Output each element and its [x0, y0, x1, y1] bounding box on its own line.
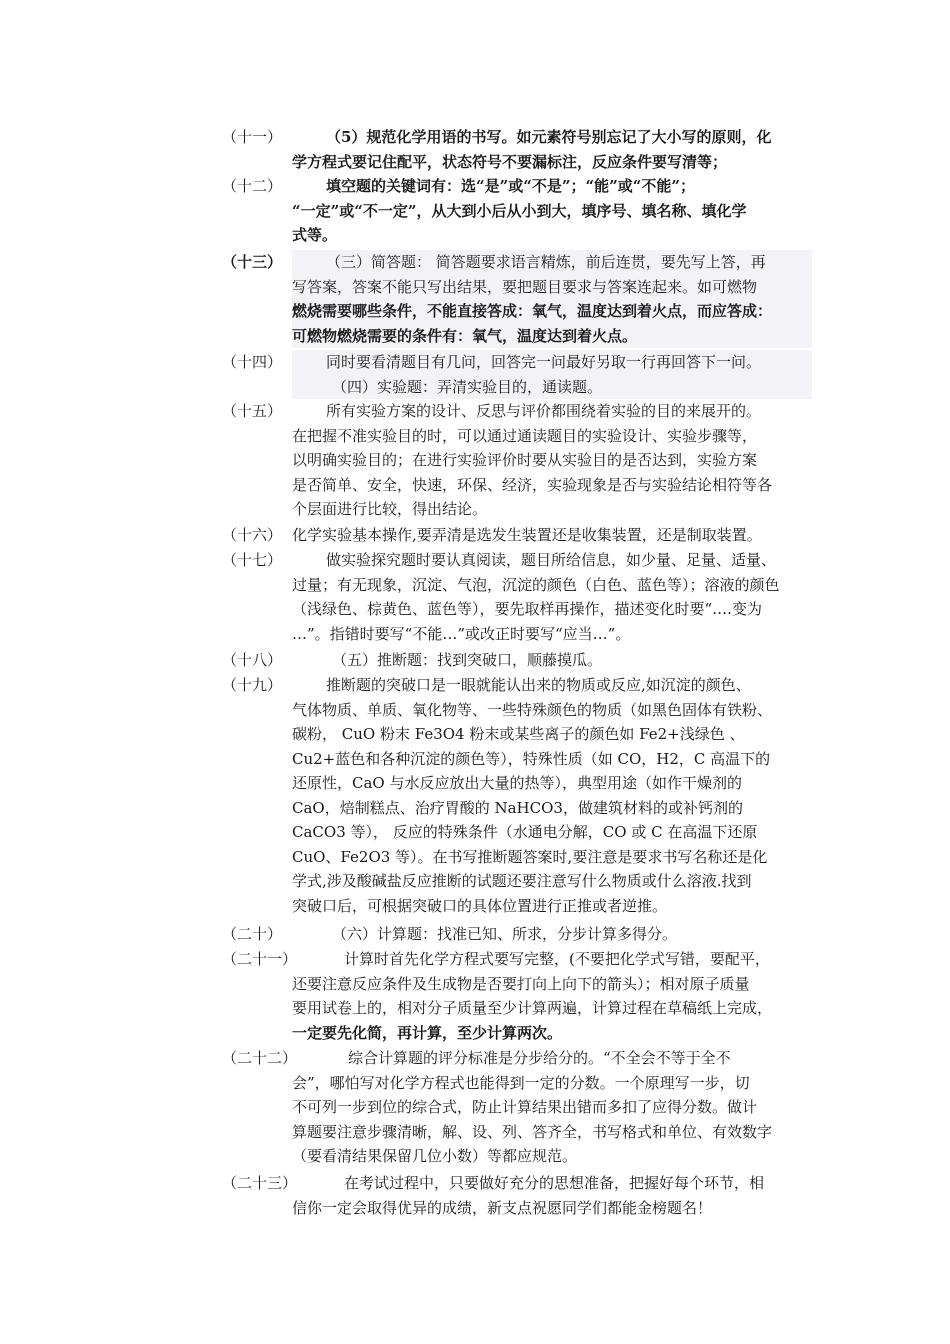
text-line: …”。指错时要写“不能…”或改正时要写“应当…”。 [292, 624, 631, 643]
paragraph-number: （十一） [222, 128, 283, 146]
text-line: 一定要先化简，再计算，至少计算两次。 [292, 1023, 563, 1042]
paragraph-text [292, 648, 812, 673]
paragraph-text [292, 947, 812, 1045]
text-line: 学式,涉及酸碱盐反应推断的试题还要注意写什么物质或什么溶液.找到 [292, 872, 752, 890]
paragraph-text [292, 1171, 812, 1220]
paragraph-number: （十六） [222, 526, 283, 544]
paragraph-number: （二十三） [222, 1174, 298, 1192]
text-line: 碳粉， CuO 粉末 Fe3O4 粉末或某些离子的颜色如 Fe2+浅绿色 、 [292, 725, 745, 743]
text-line: （浅绿色、棕黄色、蓝色等），要先取样再操作，描述变化时要“….变为 [292, 600, 762, 618]
text-line: 算题要注意步骤清晰，解、设、列、答齐全，书写格式和单位、有效数字 [292, 1122, 773, 1141]
text-line: 还原性，CaO 与水反应放出大量的热等），典型用途（如作干燥剂的 [292, 774, 742, 792]
text-line: 过量；有无现象，沉淀、气泡，沉淀的颜色（白色、蓝色等）；溶液的颜色 [292, 575, 780, 594]
text-line: 突破口后，可根据突破口的具体位置进行正推或者逆推。 [292, 896, 668, 915]
text-line: 燃烧需要哪些条件，不能直接答成：氧气，温度达到着火点，而应答成： [292, 299, 812, 324]
text-line: 是否简单、安全，快速，环保、经济，实验现象是否与实验结论相符等各 [292, 475, 773, 494]
text-line: （三）简答题： 简答题要求语言精炼，前后连贯，要先写上答，再 [292, 250, 812, 275]
text-line: 气体物质、单质、氧化物等、一些特殊颜色的物质（如黑色固体有铁粉、 [292, 700, 773, 719]
paragraph-number: （十七） [222, 551, 283, 569]
text-line: 以明确实验目的；在进行实验评价时要从实验目的是否达到，实验方案 [292, 451, 758, 469]
text-line: 推断题的突破口是一眼就能认出来的物质或反应,如沉淀的颜色、 [326, 676, 751, 694]
paragraph-number: （十五） [222, 402, 283, 420]
paragraph-number: （十二） [222, 177, 283, 195]
text-line: （5）规范化学用语的书写。如元素符号别忘记了大小写的原则，化 [326, 128, 772, 146]
text-line: （六）计算题：找准已知、所求，分步计算多得分。 [332, 925, 678, 943]
text-line: CaO，焙制糕点、治疗胃酸的 NaHCO3，做建筑材料的或补钙剂的 [292, 798, 743, 817]
paragraph-text [292, 399, 812, 522]
text-line: “一定”或“不一定”，从大到小后从小到大，填序号、填名称、填化学 [292, 201, 747, 220]
text-line: Cu2+蓝色和各种沉淀的颜色等），特殊性质（如 CO，H2，C 高温下的 [292, 749, 771, 768]
paragraph-text [292, 922, 812, 947]
text-line: 同时要看清题目有几问，回答完一问最好另取一行再回答下一问。 [292, 350, 812, 375]
text-line: 个层面进行比较，得出结论。 [292, 500, 488, 518]
paragraph-text [292, 548, 812, 646]
text-line: 还要注意反应条件及生成物是否要打向上向下的箭头）；相对原子质量 [292, 974, 750, 993]
text-line: （五）推断题：找到突破口，顺藤摸瓜。 [332, 651, 603, 669]
text-line: CaCO3 等）， 反应的特殊条件（水通电分解，CO 或 C 在高温下还原 [292, 823, 758, 841]
paragraph-number: （二十） [222, 925, 283, 943]
paragraph-number: （十九） [222, 676, 283, 694]
text-line: 做实验探究题时要认真阅读，题目所给信息，如少量、足量、适量、 [326, 551, 777, 569]
text-line: CuO、Fe2O3 等）。在书写推断题答案时,要注意是要求书写名称还是化 [292, 847, 768, 866]
paragraph-number: （二十二） [222, 1049, 298, 1067]
text-line: 填空题的关键词有：选“是”或“不是”；“能”或“不能”； [326, 177, 696, 195]
paragraph-text [292, 174, 812, 248]
text-line: 在考试过程中，只要做好充分的思想准备，把握好每个环节，相 [344, 1174, 765, 1192]
text-line: （要看清结果保留几位小数）等都应规范。 [292, 1147, 578, 1165]
text-line: 综合计算题的评分标准是分步给分的。“不全会不等于全不 [348, 1049, 731, 1067]
paragraph-text [292, 523, 812, 548]
paragraph-number: （二十一） [222, 950, 298, 968]
paragraph-number: （十八） [222, 651, 283, 669]
paragraph-text [292, 250, 812, 348]
paragraph-number: （十四） [222, 353, 283, 371]
text-line: 式等。 [292, 226, 338, 244]
text-line: 信你一定会取得优异的成绩，新支点祝愿同学们都能金榜题名！ [292, 1198, 713, 1217]
text-line: 学方程式要记住配平，状态符号不要漏标注，反应条件要写清等； [292, 152, 728, 171]
paragraph-text [292, 125, 812, 174]
paragraph-text [292, 350, 812, 399]
text-line: 化学实验基本操作,要弄清是选发生装置还是收集装置，还是制取装置。 [292, 526, 762, 544]
text-line: 要用试卷上的，相对分子质量至少计算两遍，计算过程在草稿纸上完成， [292, 999, 773, 1017]
text-line: 可燃物燃烧需要的条件有：氧气，温度达到着火点。 [292, 324, 812, 349]
text-line: 写答案，答案不能只写出结果，要把题目要求与答案连起来。如可燃物 [292, 275, 812, 300]
paragraph-text [292, 1046, 812, 1169]
text-line: 计算时首先化学方程式要写完整，(不要把化学式写错，要配平， [344, 950, 770, 968]
text-line: 会”，哪怕写对化学方程式也能得到一定的分数。一个原理写一步，切 [292, 1073, 750, 1092]
paragraph-number: （十三） [222, 253, 283, 271]
text-line: （四）实验题：弄清实验目的，通读题。 [292, 375, 812, 400]
paragraph-text [292, 673, 812, 918]
text-line: 所有实验方案的设计、反思与评价都围绕着实验的目的来展开的。 [326, 402, 762, 420]
text-line: 在把握不准实验目的时，可以通过通读题目的实验设计、实验步骤等， [292, 426, 758, 445]
text-line: 不可列一步到位的综合式，防止计算结果出错而多扣了应得分数。做计 [292, 1098, 758, 1116]
